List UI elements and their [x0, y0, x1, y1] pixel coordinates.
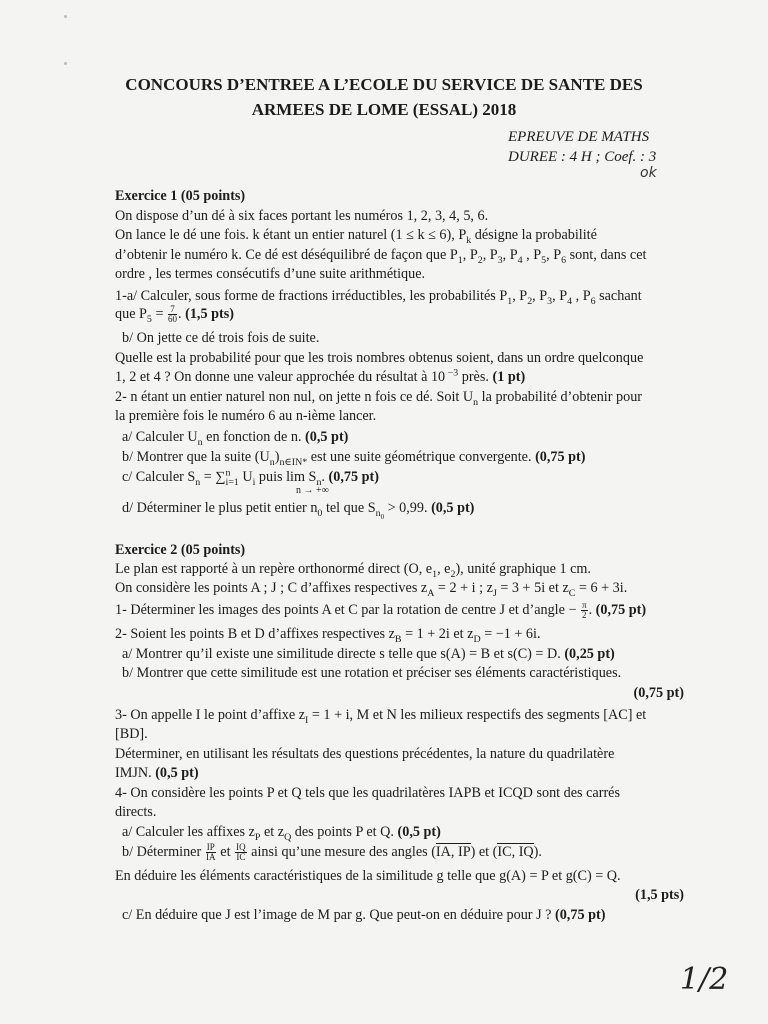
- exam-info: [508, 127, 656, 167]
- angle-ia-ip: IA, IP: [435, 844, 471, 860]
- ex2-line: 1- Déterminer les images des points A et C par la rotation de centre J et d’angle − $\frac{\pi}{2}$ . (0,75 pt): [115, 600, 647, 621]
- points-label: (0,75 pt): [633, 685, 684, 701]
- angle-ic-iq: IC, IQ: [497, 844, 534, 860]
- ex1-line: c/ Calculer $S_n = \sum^n_{i=1}$ $U_i$ puis $\lim S_n$. (0,75 pt): [122, 467, 379, 488]
- ex2-line: b/ Montrer que cette similitude est une rotation et préciser ses éléments caractéristiques.: [122, 665, 622, 681]
- title-line-1: CONCOURS D’ENTREE A L’ECOLE DU SERVICE DE SANTE DES: [125, 75, 643, 94]
- scan-speck: [64, 15, 67, 18]
- exercise-1-title: Exercice 1 (05 points): [115, 188, 246, 204]
- scan-speck: [64, 62, 67, 65]
- title-line-2: ARMEES DE LOME (ESSAL) 2018: [251, 100, 517, 119]
- handwritten-mark: ok: [640, 165, 657, 181]
- ex2-line: 4- On considère les points P et Q tels que les quadrilatères IAPB et ICQD sont des carrés: [115, 785, 620, 801]
- ex2-line: a/ Calculer les affixes $z_P$ et $z_Q$ des points P et Q. (0,5 pt): [122, 824, 441, 843]
- ex2-line: b/ Déterminer $\frac{IP}{IA}$ et $\frac{IQ}{IC}$ ainsi qu’une mesure des angles (IA, IP) et (IC, IQ).: [122, 842, 542, 863]
- ex2-line: Déterminer, en utilisant les résultats des questions précédentes, la nature du quadrilatère: [115, 746, 615, 762]
- ex1-line: que $P_5$ = $\frac{7}{60}$ . (1,5 pts): [115, 304, 234, 325]
- ex1-line: b/ Montrer que la suite $(U_n)_{n\in IN*}$ est une suite géométrique convergente. (0,75 pt): [122, 449, 586, 468]
- ex2-line: Le plan est rapporté à un repère orthonormé direct (O, $e_1$, $e_2$), unité graphique 1 cm.: [115, 561, 591, 580]
- exercise-2-title: Exercice 2 (05 points): [115, 542, 246, 558]
- ex2-line: En déduire les éléments caractéristiques de la similitude g telle que g(A) = P et g(C) = Q.: [115, 868, 621, 884]
- ex1-line: 1, 2 et 4 ? On donne une valeur approchée du résultat à 10 $^{-3}$ près. (1 pt): [115, 367, 526, 385]
- fraction: $\frac{IQ}{IC}$: [236, 842, 246, 863]
- ex1-line: On dispose d’un dé à six faces portant les numéros 1, 2, 3, 4, 5, 6.: [115, 208, 489, 224]
- ex1-line: b/ On jette ce dé trois fois de suite.: [122, 330, 320, 346]
- epreuve-label: EPREUVE DE MATHS: [508, 129, 650, 145]
- fraction: $\frac{7}{60}$: [168, 304, 177, 325]
- ex1-line: 2- n étant un entier naturel non nul, on jette n fois ce dé. Soit $U_n$ la probabilité d’obtenir pour: [115, 389, 643, 408]
- ex1-line: 1-a/ Calculer, sous forme de fractions irréductibles, les probabilités $P_1$, $P_2$, $P_3$, $P_4$ , $P_6$ sachant: [115, 288, 642, 307]
- points-label: (1,5 pts): [635, 887, 684, 903]
- ex1-line: d/ Déterminer le plus petit entier $n_0$ tel que $S_{n_0} > 0,99$. (0,5 pt): [122, 500, 475, 521]
- ex2-line: c/ En déduire que J est l’image de M par g. Que peut-on en déduire pour J ? (0,75 pt): [122, 907, 606, 923]
- ex1-line: la première fois le numéro 6 au n-ième lancer.: [115, 408, 377, 424]
- ex2-line: 2- Soient les points B et D d’affixes respectives $z_B = 1 + 2i$ et $z_D = -1 + 6i$.: [115, 626, 541, 645]
- ex2-line: On considère les points A ; J ; C d’affixes respectives $z_A = 2 + i$ ; $z_J = 3 + 5i$ et $z_C = 6 + 3i$.: [115, 580, 628, 599]
- fraction: $\frac{\pi}{2}$: [582, 600, 587, 621]
- page-number: 1/2: [680, 962, 729, 997]
- ex1-line: Quelle est la probabilité pour que les trois nombres obtenus soient, dans un ordre quelconque: [115, 350, 644, 366]
- limit-subscript: n → +∞: [296, 485, 329, 496]
- ex2-line: a/ Montrer qu’il existe une similitude directe s telle que s(A) = B et s(C) = D. (0,25 pt): [122, 646, 615, 662]
- ex1-line: On lance le dé une fois. k étant un entier naturel (1 ≤ k ≤ 6), $P_k$ désigne la probabilité: [115, 227, 597, 246]
- fraction: $\frac{IP}{IA}$: [205, 842, 216, 863]
- ex1-line: ordre , les termes consécutifs d’une suite arithmétique.: [115, 266, 426, 282]
- ex1-line: a/ Calculer $U_n$ en fonction de n. (0,5 pt): [122, 429, 349, 448]
- exam-title: [100, 72, 668, 122]
- ex1-line: d’obtenir le numéro k. Ce dé est déséquilibré de façon que $P_1$, $P_2$, $P_3$, $P_4$ , $P_5$, $P_6$ sont, dans cet: [115, 247, 647, 266]
- ex2-line: IMJN. (0,5 pt): [115, 765, 199, 781]
- ex2-line: [BD].: [115, 726, 148, 742]
- ex2-line: directs.: [115, 804, 157, 820]
- ex2-line: 3- On appelle I le point d’affixe $z_I = 1 + i$, M et N les milieux respectifs des segments [AC] et: [115, 707, 647, 726]
- duree-label: DUREE : 4 H ; Coef. : 3: [508, 149, 657, 165]
